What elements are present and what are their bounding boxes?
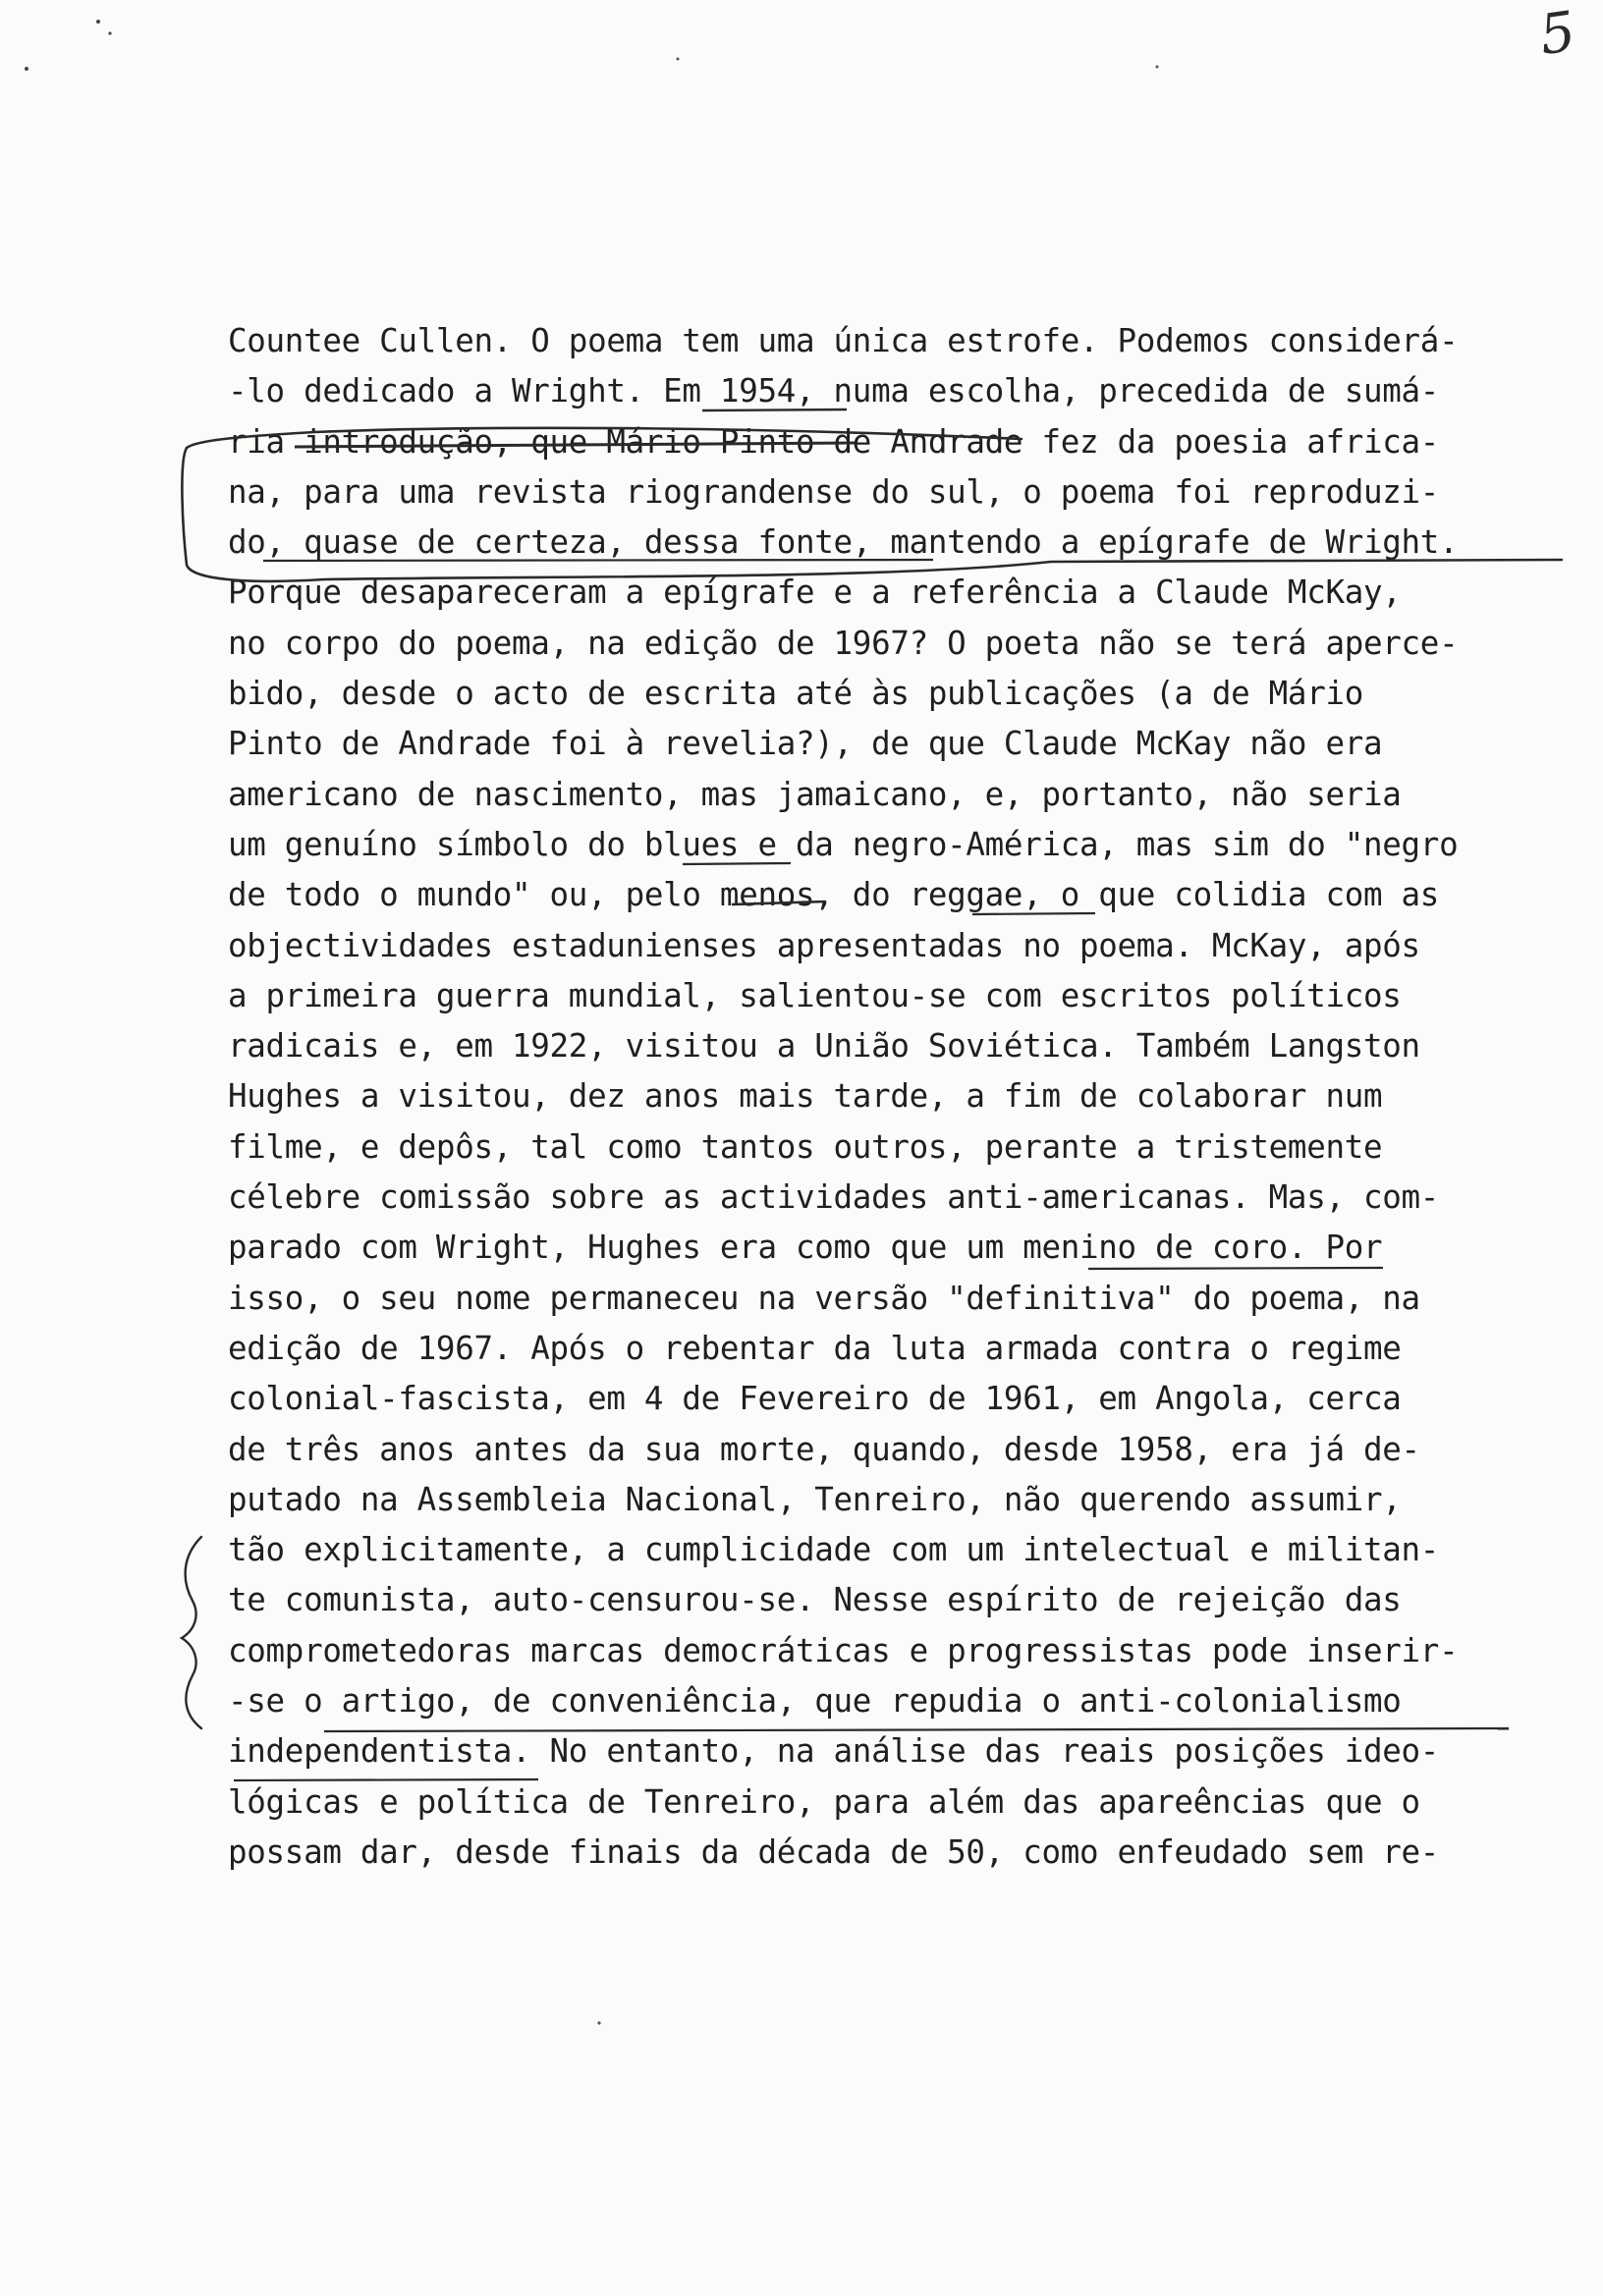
text-line: radicais e, em 1922, visitou a União Soviética. Também Langston [228,1027,1420,1066]
text-line: independentista. No entanto, na análise das reais posições ideo- [228,1732,1440,1771]
text-line: um genuíno símbolo do blues e da negro-América, mas sim do "negro [228,825,1459,863]
text-line: -se o artigo, de conveniência, que repudia o anti-colonialismo [228,1682,1402,1721]
text-line: Countee Cullen. O poema tem uma única estrofe. Podemos considerá- [228,322,1459,359]
text-line: Porque desapareceram a epígrafe e a referência a Claude McKay, [228,574,1402,612]
text-line: colonial-fascista, em 4 de Fevereiro de 1961, em Angola, cerca [228,1380,1402,1418]
text-line: americano de nascimento, mas jamaicano, e, portanto, não seria [228,775,1402,813]
text-line: tão explicitamente, a cumplicidade com um intelectual e militan- [228,1531,1440,1569]
text-line: célebre comissão sobre as actividades anti-americanas. Mas, com- [228,1178,1440,1217]
text-line: edição de 1967. Após o rebentar da luta armada contra o regime [228,1329,1402,1367]
text-line: ria introdução, que Mário Pinto de Andrade fez da poesia africa- [228,422,1440,461]
text-line: parado com Wright, Hughes era como que um menino de coro. Por [228,1229,1383,1267]
text-line: comprometedoras marcas democráticas e progressistas pode inserir- [228,1631,1459,1669]
typewritten-text-block [228,316,1583,1878]
text-line: possam dar, desde finais da década de 50, como enfeudado sem re- [228,1832,1440,1871]
text-line: lógicas e política de Tenreiro, para além das apareências que o [228,1782,1420,1821]
text-line: objectividades estadunienses apresentadas no poema. McKay, após [228,926,1420,964]
handwritten-page-number: 5 [1535,0,1579,69]
text-line: de todo o mundo" ou, pelo menos, do reggae, o que colidia com as [228,876,1440,914]
text-line: de três anos antes da sua morte, quando, desde 1958, era já de- [228,1430,1420,1468]
text-line: -lo dedicado a Wright. Em 1954, numa escolha, precedida de sumá- [228,372,1440,410]
text-line: bido, desde o acto de escrita até às publicações (a de Mário [228,675,1363,713]
text-line: no corpo do poema, na edição de 1967? O poeta não se terá aperce- [228,624,1459,662]
marginal-brace-mark [182,1537,201,1728]
text-line: Pinto de Andrade foi à revelia?), de que Claude McKay não era [228,725,1383,763]
text-line: te comunista, auto-censurou-se. Nesse espírito de rejeição das [228,1581,1402,1619]
text-line: a primeira guerra mundial, salientou-se com escritos políticos [228,976,1402,1014]
text-line: do, quase de certeza, dessa fonte, mantendo a epígrafe de Wright. [228,523,1459,562]
text-line: na, para uma revista riograndense do sul, o poema foi reproduzi- [228,472,1440,511]
text-line: Hughes a visitou, dez anos mais tarde, a fim de colaborar num [228,1077,1383,1116]
text-line: putado na Assembleia Nacional, Tenreiro, não querendo assumir, [228,1480,1402,1518]
text-line: filme, e depôs, tal como tantos outros, perante a tristemente [228,1127,1383,1166]
text-line: isso, o seu nome permaneceu na versão "definitiva" do poema, na [228,1279,1420,1317]
